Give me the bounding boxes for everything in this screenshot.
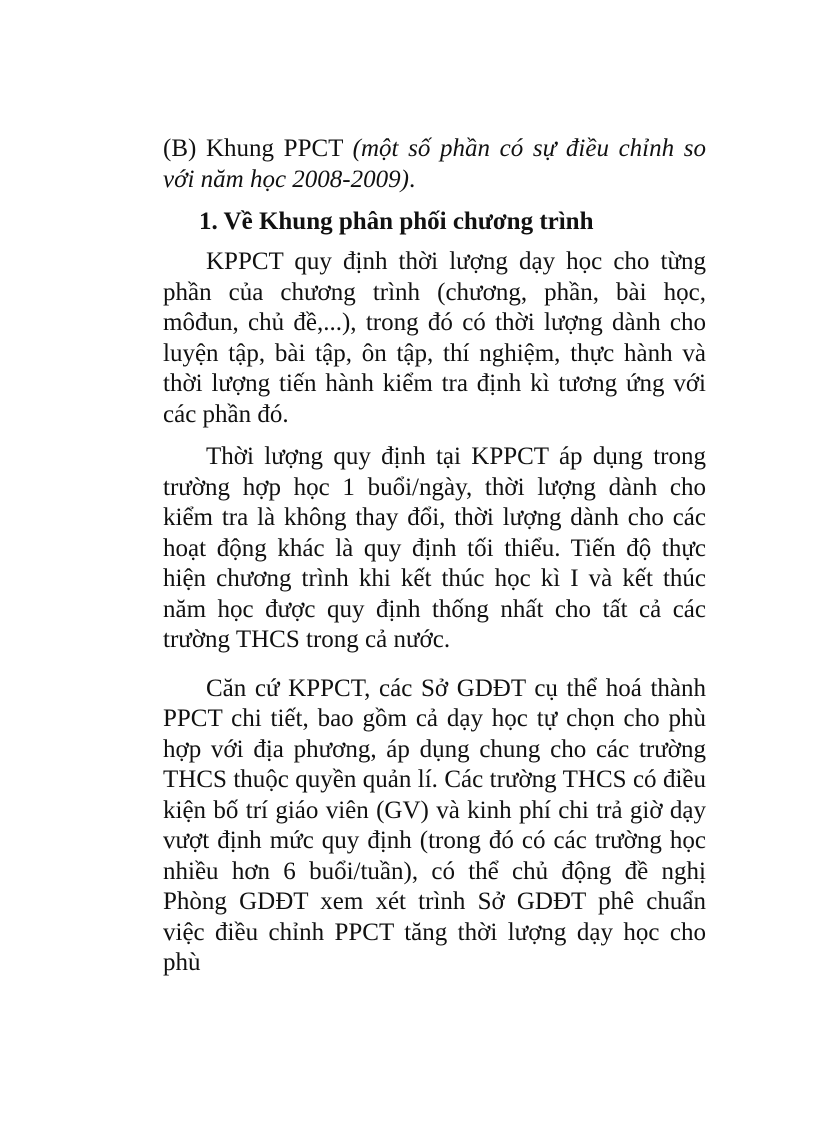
paragraph-implementation: Căn cứ KPPCT, các Sở GDĐT cụ thể hoá thành PPCT chi tiết, bao gồm cả dạy học tự chọn cho phù hợp với địa phương, áp dụng chung cho các trường THCS thuộc quyền quản lí. Các trường THCS có điều kiện bố trí giáo viên (GV) và kinh phí chi trả giờ dạy vượt định mức quy định (trong đó có các trường học nhiều hơn 6 buổi/tuần), có thể chủ động đề nghị Phòng GDĐT xem xét trình Sở GDĐT phê chuẩn việc điều chỉnh PPCT tăng thời lượng dạy học cho phù (163, 674, 706, 976)
intro-line (163, 134, 706, 195)
section-heading: 1. Về Khung phân phối chương trình (199, 208, 594, 235)
intro-prefix: (B) Khung PPCT (163, 135, 353, 162)
intro-italic-note: (một số phần có sự điều chỉnh so với năm học 2008-2009) (163, 135, 707, 193)
document-body (163, 134, 706, 979)
paragraph-kppct-definition: KPPCT quy định thời lượng dạy học cho từng phần của chương trình (chương, phần, bài học, môđun, chủ đề,...), trong đó có thời lượng dành cho luyện tập, bài tập, ôn tập, thí nghiệm, thực hành và thời lượng tiến hành kiểm tra định kì tương ứng với các phần đó. (163, 248, 706, 428)
intro-suffix: . (408, 165, 416, 193)
paragraph-time-allocation: Thời lượng quy định tại KPPCT áp dụng trong trường hợp học 1 buổi/ngày, thời lượng dành cho kiểm tra là không thay đổi, thời lượng dành cho các hoạt động khác là quy định tối thiểu. Tiến độ thực hiện chương trình khi kết thúc học kì I và kết thúc năm học được quy định thống nhất cho tất cả các trường THCS trong cả nước. (163, 443, 706, 653)
